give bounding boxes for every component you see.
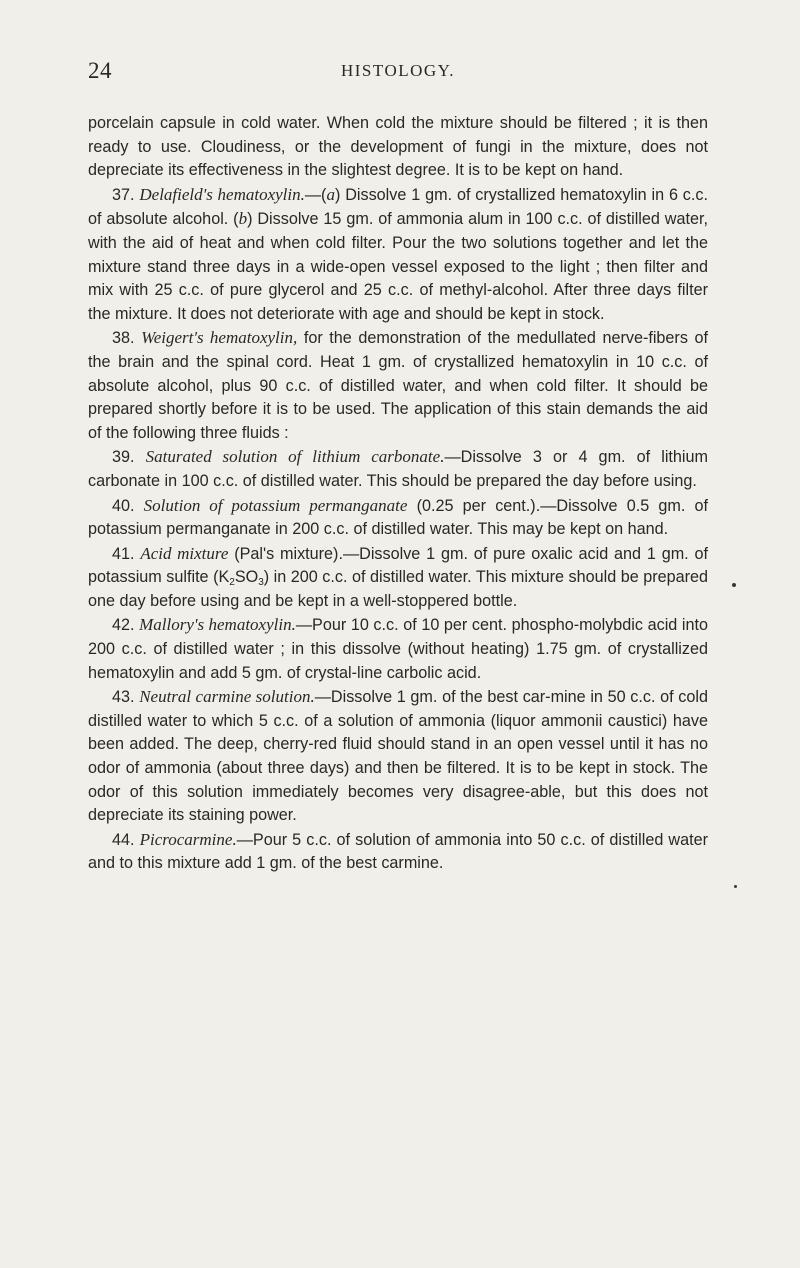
item-title: Weigert's hematoxylin,: [141, 328, 298, 348]
paragraph-40: [88, 494, 708, 542]
paragraph-continuation: [88, 112, 708, 183]
paragraph-text: ) Dissolve 1 gm. of crystallized hematoxylin in 6 c.c. of absolute alcohol. (: [88, 185, 708, 229]
paragraph-37: [88, 183, 708, 327]
part-b-label: b: [238, 209, 248, 229]
item-number: 37.: [112, 185, 135, 204]
item-number: 41.: [112, 544, 135, 563]
item-title: Solution of potassium permanganate: [143, 495, 408, 515]
paragraph-text: —Pour 5 c.c. of solution of ammonia into 50 c.c. of distilled water and to this mixture add 1 gm. of the best carmine.: [88, 830, 709, 873]
paragraph-text: for the demonstration of the medullated nerve-fibers of the brain and the spinal cord. Heat 1 gm. of crystallized hematoxylin in 10 c.c. of absolute alcohol, plus 90 c.c. of distilled water, and when cold filter. It should be prepared shortly before it is to be used. The application of this stain demands the aid of the following three fluids :: [88, 329, 708, 442]
paragraph-39: [88, 445, 708, 493]
paragraph-text: —Dissolve 1 gm. of the best car-mine in 50 c.c. of cold distilled water to which 5 c.c. of a solution of ammonia (liquor ammonii caustici) have been added. The deep, cherry-red fluid should stand in an open vessel until it has no odor of ammonia (about three days) and then be filtered. It is to be kept in stock. The odor of this solution immediately becomes very disagree-able, but this does not depreciate its staining power.: [88, 688, 708, 825]
paragraph-text: ) Dissolve 15 gm. of ammonia alum in 100 c.c. of distilled water, with the aid of heat and when cold filter. Pour the two solutions together and let the mixture stand three days in a wide-open vessel exposed to the light ; then filter and mix with 25 c.c. of pure glycerol and 25 c.c. of methyl-alcohol. After three days filter the mixture. It does not deteriorate with age and should be kept in stock.: [88, 210, 708, 323]
item-title: Mallory's hematoxylin.: [139, 615, 296, 635]
subscript: 3: [258, 577, 264, 589]
item-number: 44.: [112, 830, 135, 849]
paragraph-43: [88, 685, 708, 828]
page-number: 24: [88, 58, 112, 83]
part-a-label: a: [326, 184, 335, 204]
running-head: [88, 58, 708, 82]
item-number: 38.: [112, 329, 135, 348]
item-number: 40.: [112, 496, 135, 515]
paragraph-text: —(: [304, 185, 327, 204]
paragraph-text: porcelain capsule in cold water. When cold the mixture should be filtered ; it is then ready to use. Cloudiness, or the development of fungi in the mixture, does not depreciate its effectiveness in the slightest degree. It is to be kept on hand.: [88, 114, 708, 180]
paragraph-text: SO: [234, 568, 259, 587]
item-title: Acid mixture: [140, 543, 229, 563]
paragraph-44: [88, 828, 708, 876]
item-number: 42.: [112, 616, 135, 635]
paragraph-text: (0.25 per cent.).—Dissolve 0.5 gm. of potassium permanganate in 200 c.c. of distilled water. This may be kept on hand.: [88, 496, 708, 539]
header-title: HISTOLOGY.: [340, 61, 456, 80]
paragraph-41: [88, 542, 708, 614]
item-number: 43.: [112, 688, 135, 707]
paragraph-text: —Pour 10 c.c. of 10 per cent. phospho-molybdic acid into 200 c.c. of distilled water ; in this dissolve (without heating) 1.75 gm. of crystallized hematoxylin and add 5 gm. of crystal-line carbolic acid.: [88, 616, 708, 682]
text-body: [88, 112, 708, 876]
paragraph-text: ) in 200 c.c. of distilled water. This mixture should be prepared one day before using and be kept in a well-stoppered bottle.: [88, 568, 709, 610]
item-title: Saturated solution of lithium carbonate.: [145, 447, 445, 467]
item-title: Picrocarmine.: [139, 829, 237, 849]
margin-dot-mark: [734, 885, 737, 888]
paragraph-text: (Pal's mixture).—Dissolve 1 gm. of pure oxalic acid and 1 gm. of potassium sulfite (K: [88, 544, 709, 587]
item-number: 39.: [112, 448, 135, 467]
paragraph-text: —Dissolve 3 or 4 gm. of lithium carbonate in 100 c.c. of distilled water. This should be prepared the day before using.: [88, 448, 708, 490]
subscript: 2: [229, 577, 235, 589]
paragraph-42: [88, 613, 708, 685]
paragraph-38: [88, 326, 708, 445]
item-title: Delafield's hematoxylin.: [139, 184, 305, 204]
margin-dot-mark: [732, 583, 736, 587]
item-title: Neutral carmine solution.: [139, 687, 315, 707]
